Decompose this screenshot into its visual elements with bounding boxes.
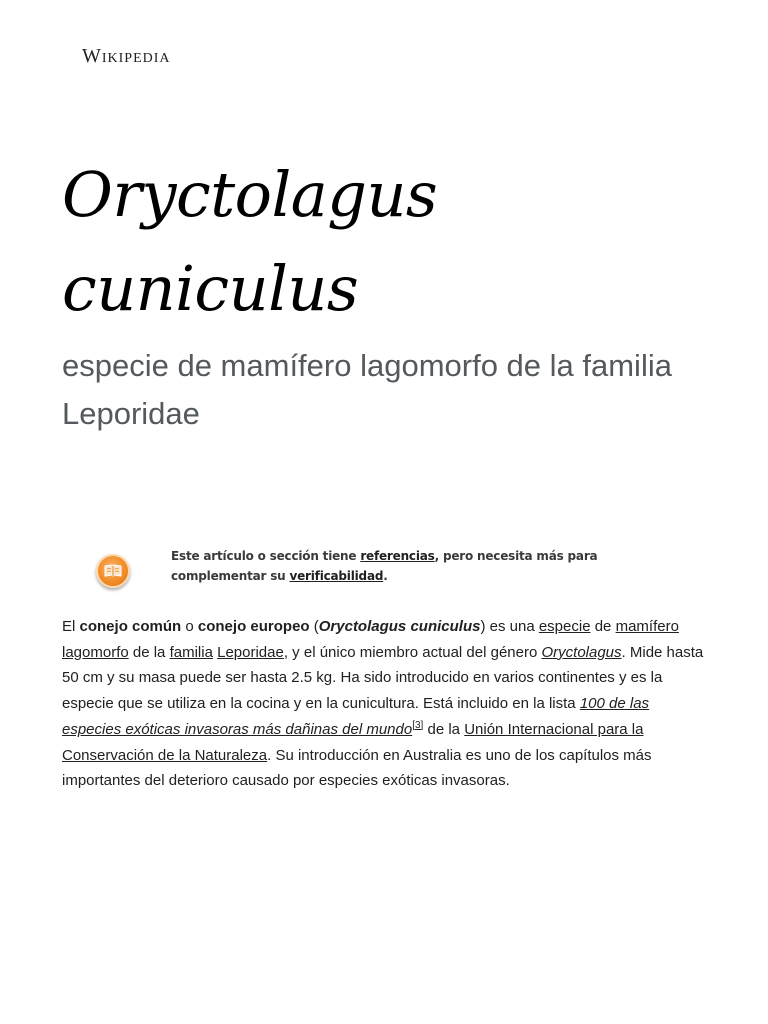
wikipedia-wordmark[interactable]: Wikipedia	[82, 45, 171, 67]
lead-text: El	[62, 618, 80, 635]
link-lista-invasoras[interactable]: 100 de las especies exóticas invasoras más dañinas del mundo	[62, 695, 650, 738]
link-oryctolagus[interactable]: Oryctolagus	[541, 643, 622, 661]
link-especie[interactable]: especie	[538, 618, 591, 635]
lead-text: de la	[423, 720, 465, 738]
lead-text: de	[590, 618, 616, 635]
lead-text: ) es una	[480, 618, 539, 635]
bold-term-conejo-europeo: conejo europeo	[197, 618, 310, 635]
book-icon	[96, 554, 130, 588]
page-description: especie de mamífero lagomorfo de la familia Leporidae	[62, 348, 672, 431]
bold-term-conejo-comun: conejo común	[79, 618, 182, 635]
link-familia[interactable]: familia	[169, 643, 213, 661]
lead-text: de la	[128, 643, 170, 661]
page-title-line-2: cuniculus	[62, 252, 359, 325]
link-lagomorfo[interactable]: lagomorfo	[62, 643, 129, 661]
page-title	[62, 148, 722, 336]
lead-paragraph	[62, 614, 712, 794]
lead-text: . Mide hasta 50 cm y su masa puede ser hasta 2.5 kg. Ha sido introducido en varios continentes y es la especie que se utiliza en la cocina y en la cunicultura. Está incluido en la lista	[62, 643, 704, 713]
notice-text-part: Este artículo o sección tiene	[171, 549, 361, 563]
verifiability-link[interactable]: verificabilidad	[289, 569, 384, 583]
notice-text	[171, 546, 641, 586]
references-notice	[62, 540, 722, 610]
page-title-line-1: Oryctolagus	[62, 158, 438, 231]
lead-text: , y el único miembro actual del género	[283, 643, 542, 661]
notice-text-part: , pero necesita más para complementar su	[171, 549, 598, 583]
reference-3-link[interactable]: [3]	[412, 719, 424, 731]
references-link[interactable]: referencias	[360, 549, 435, 563]
link-leporidae[interactable]: Leporidae	[217, 643, 284, 661]
lead-text: . Su introducción en Australia es uno de los capítulos más importantes del deterioro causado por especies exóticas invasoras.	[62, 746, 652, 790]
title-block	[62, 148, 722, 438]
notice-text-part: .	[383, 569, 388, 583]
link-mamifero[interactable]: mamífero	[615, 618, 679, 635]
lead-text: o	[181, 618, 198, 635]
lead-text: (	[309, 618, 319, 635]
scientific-name: Oryctolagus cuniculus	[318, 618, 481, 635]
link-uicn[interactable]: Unión Internacional para la Conservación de la Naturaleza	[62, 720, 644, 764]
